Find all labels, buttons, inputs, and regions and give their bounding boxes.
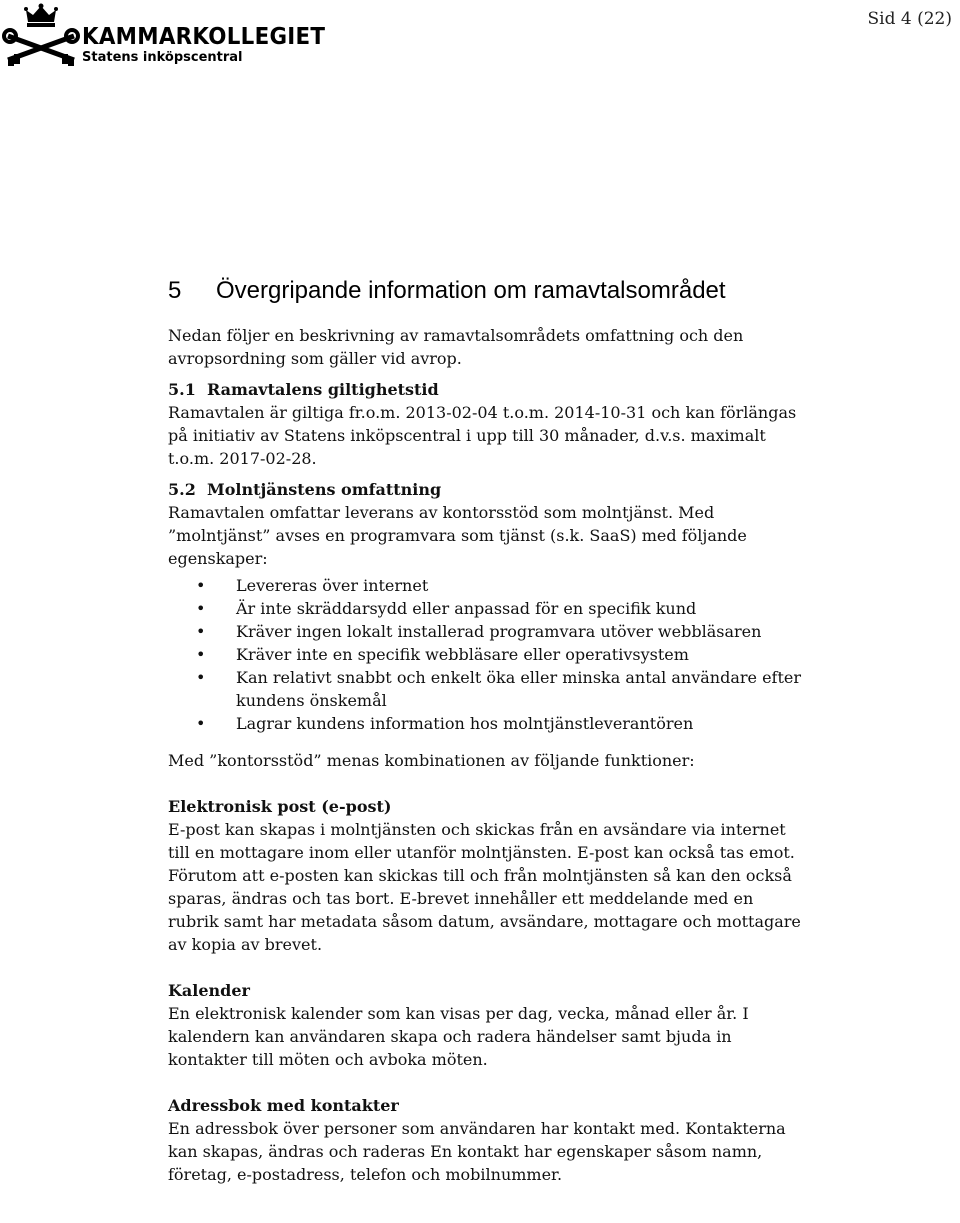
email-text: E-post kan skapas i molntjänsten och skickas från en avsändare via internet till en mottagare inom eller utanför molntjänsten. E-post kan också tas emot. Förutom att e-posten kan skickas till och från molntjänsten så kan den också sparas, ändras och tas bort. E-brevet innehåller ett meddelande med en rubrik samt har metadata såsom datum, avsändare, mottagare och mottagare av kopia av brevet. bbox=[168, 820, 801, 954]
addressbook-text: En adressbok över personer som användaren har kontakt med. Kontakterna kan skapas, ändras och raderas En kontakt har egenskaper såsom namn, företag, e-postadress, telefon och mobilnummer. bbox=[168, 1119, 786, 1184]
calendar-block bbox=[168, 979, 808, 1071]
list-item: • Kräver ingen lokalt installerad programvara utöver webbläsaren bbox=[196, 622, 762, 641]
list-item: • Levereras över internet bbox=[196, 576, 429, 595]
document-body bbox=[168, 276, 808, 1186]
section-intro: Nedan följer en beskrivning av ramavtalsområdets omfattning och den avropsordning som gäller vid avrop. bbox=[168, 326, 744, 368]
section-title: Övergripande information om ramavtalsområdet bbox=[216, 277, 726, 304]
section-number: 5 bbox=[168, 277, 182, 304]
subsection-5-1-text: Ramavtalen är giltiga fr.o.m. 2013-02-04 t.o.m. 2014-10-31 och kan förlängas på initiativ av Statens inköpscentral i upp till 30 månader, d.v.s. maximalt t.o.m. 2017-02-28. bbox=[168, 403, 797, 468]
subsection-5-2-text: Ramavtalen omfattar leverans av kontorsstöd som molntjänst. Med ”molntjänst” avses en programvara som tjänst (s.k. SaaS) med följande egenskaper: bbox=[168, 503, 747, 568]
properties-list bbox=[168, 574, 808, 735]
list-item: • Lagrar kundens information hos molntjänstleverantören bbox=[196, 714, 694, 733]
addressbook-block bbox=[168, 1094, 808, 1186]
addressbook-heading: Adressbok med kontakter bbox=[168, 1096, 399, 1115]
subsection-5-1-heading: 5.1 Ramavtalens giltighetstid bbox=[168, 380, 439, 399]
crown-keys-icon bbox=[2, 2, 80, 68]
list-item: • Kräver inte en specifik webbläsare eller operativsystem bbox=[196, 645, 689, 664]
list-item: • Är inte skräddarsydd eller anpassad för en specifik kund bbox=[196, 599, 697, 618]
calendar-heading: Kalender bbox=[168, 981, 250, 1000]
list-item: • Kan relativt snabbt och enkelt öka eller minska antal användare efter kundens önskemål bbox=[196, 668, 802, 710]
email-block bbox=[168, 795, 808, 956]
section-heading bbox=[168, 276, 808, 306]
page-number: Sid 4 (22) bbox=[867, 9, 952, 29]
email-heading: Elektronisk post (e-post) bbox=[168, 797, 392, 816]
calendar-text: En elektronisk kalender som kan visas per dag, vecka, månad eller år. I kalendern kan användaren skapa och radera händelser samt bjuda in kontakter till möten och avboka möten. bbox=[168, 1004, 749, 1069]
org-subtitle: Statens inköpscentral bbox=[82, 50, 243, 65]
header-logo bbox=[0, 0, 330, 70]
org-name: KAMMARKOLLEGIET bbox=[82, 24, 326, 50]
subsection-5-2-heading: 5.2 Molntjänstens omfattning bbox=[168, 480, 442, 499]
office-support-intro: Med ”kontorsstöd” menas kombinationen av följande funktioner: bbox=[168, 751, 695, 770]
